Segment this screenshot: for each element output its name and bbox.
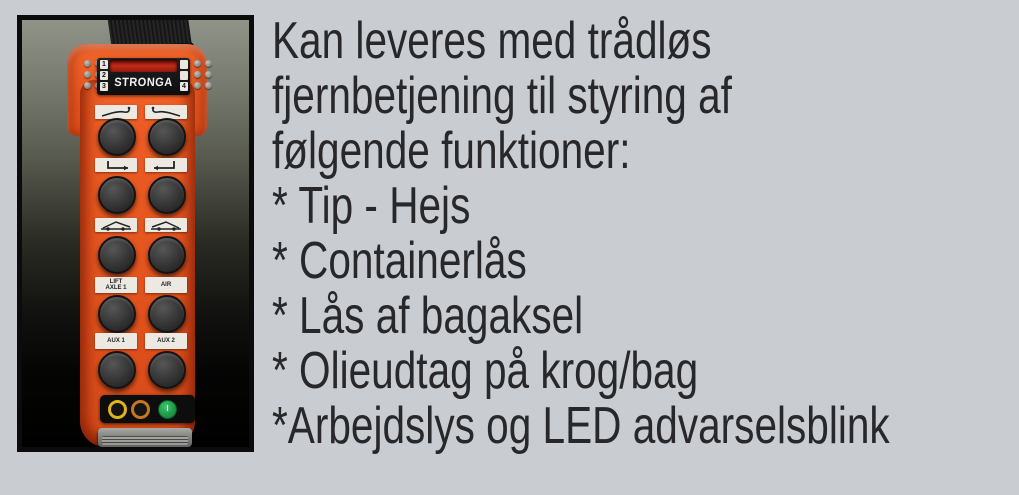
push-button (98, 236, 136, 274)
channel-indicator: 4 (180, 82, 188, 91)
text-line: * Containerlås (272, 232, 527, 290)
container-lock-left-icon (99, 159, 133, 171)
yellow-ring-button (108, 400, 127, 419)
stud-icon (194, 82, 201, 89)
text-line: Kan leveres med trådløs (272, 12, 712, 70)
remote-photo (22, 20, 249, 447)
text-line: * Lås af bagaksel (272, 287, 584, 345)
function-label-strip (95, 218, 137, 232)
channel-indicator (180, 60, 188, 69)
channel-indicator: 1 (100, 60, 108, 69)
function-label-strip (95, 277, 137, 293)
bottom-button-panel (100, 395, 195, 423)
function-label: AUX 2 (157, 338, 175, 344)
function-label-strip (145, 105, 187, 119)
belt-clip-ridges (102, 436, 188, 445)
function-label: AUX 1 (107, 338, 125, 344)
function-label: AIR (160, 282, 172, 288)
description-text (272, 14, 890, 454)
push-button (148, 351, 186, 389)
channel-indicator: 3 (100, 82, 108, 91)
stud-icon (205, 71, 212, 78)
function-label-strip (145, 277, 187, 293)
text-line: følgende funktioner: (272, 122, 631, 180)
stud-icon (194, 60, 201, 67)
brand-label: STRONGA (113, 75, 174, 89)
push-button (98, 295, 136, 333)
container-lock-right-icon (149, 159, 183, 171)
function-label-strip (95, 158, 137, 172)
stud-icon (205, 82, 212, 89)
function-label-strip (145, 218, 187, 232)
red-display-window (110, 59, 177, 72)
function-label-strip (95, 333, 137, 349)
hooklift-hook-left-icon (99, 106, 133, 118)
right-led-studs (194, 60, 212, 89)
text-line: *Arbejdslys og LED advarselsblink (272, 397, 890, 455)
tip-trailer-right-icon (149, 219, 183, 231)
hooklift-hook-right-icon (149, 106, 183, 118)
remote-photo-frame (17, 15, 254, 452)
push-button (98, 176, 136, 214)
tip-trailer-left-icon (99, 219, 133, 231)
push-button (98, 118, 136, 156)
push-button (148, 118, 186, 156)
orange-ring-button (131, 400, 150, 419)
push-button (148, 176, 186, 214)
stud-icon (84, 60, 91, 67)
function-label-strip (95, 105, 137, 119)
text-line: fjernbetjening til styring af (272, 67, 732, 125)
function-label-strip (145, 333, 187, 349)
push-button (148, 236, 186, 274)
green-power-button (158, 400, 177, 419)
stud-icon (84, 71, 91, 78)
channel-indicator: 2 (100, 71, 108, 80)
display-panel (97, 58, 190, 95)
push-button (98, 351, 136, 389)
text-line: * Olieudtag på krog/bag (272, 342, 699, 400)
stud-icon (194, 71, 201, 78)
belt-clip (98, 428, 192, 447)
power-icon: I (166, 404, 169, 413)
stud-icon (205, 60, 212, 67)
function-label-strip (145, 158, 187, 172)
push-button (148, 295, 186, 333)
function-label: LIFT AXLE 1 (105, 279, 127, 291)
text-line: * Tip - Hejs (272, 177, 471, 235)
stud-icon (84, 82, 91, 89)
